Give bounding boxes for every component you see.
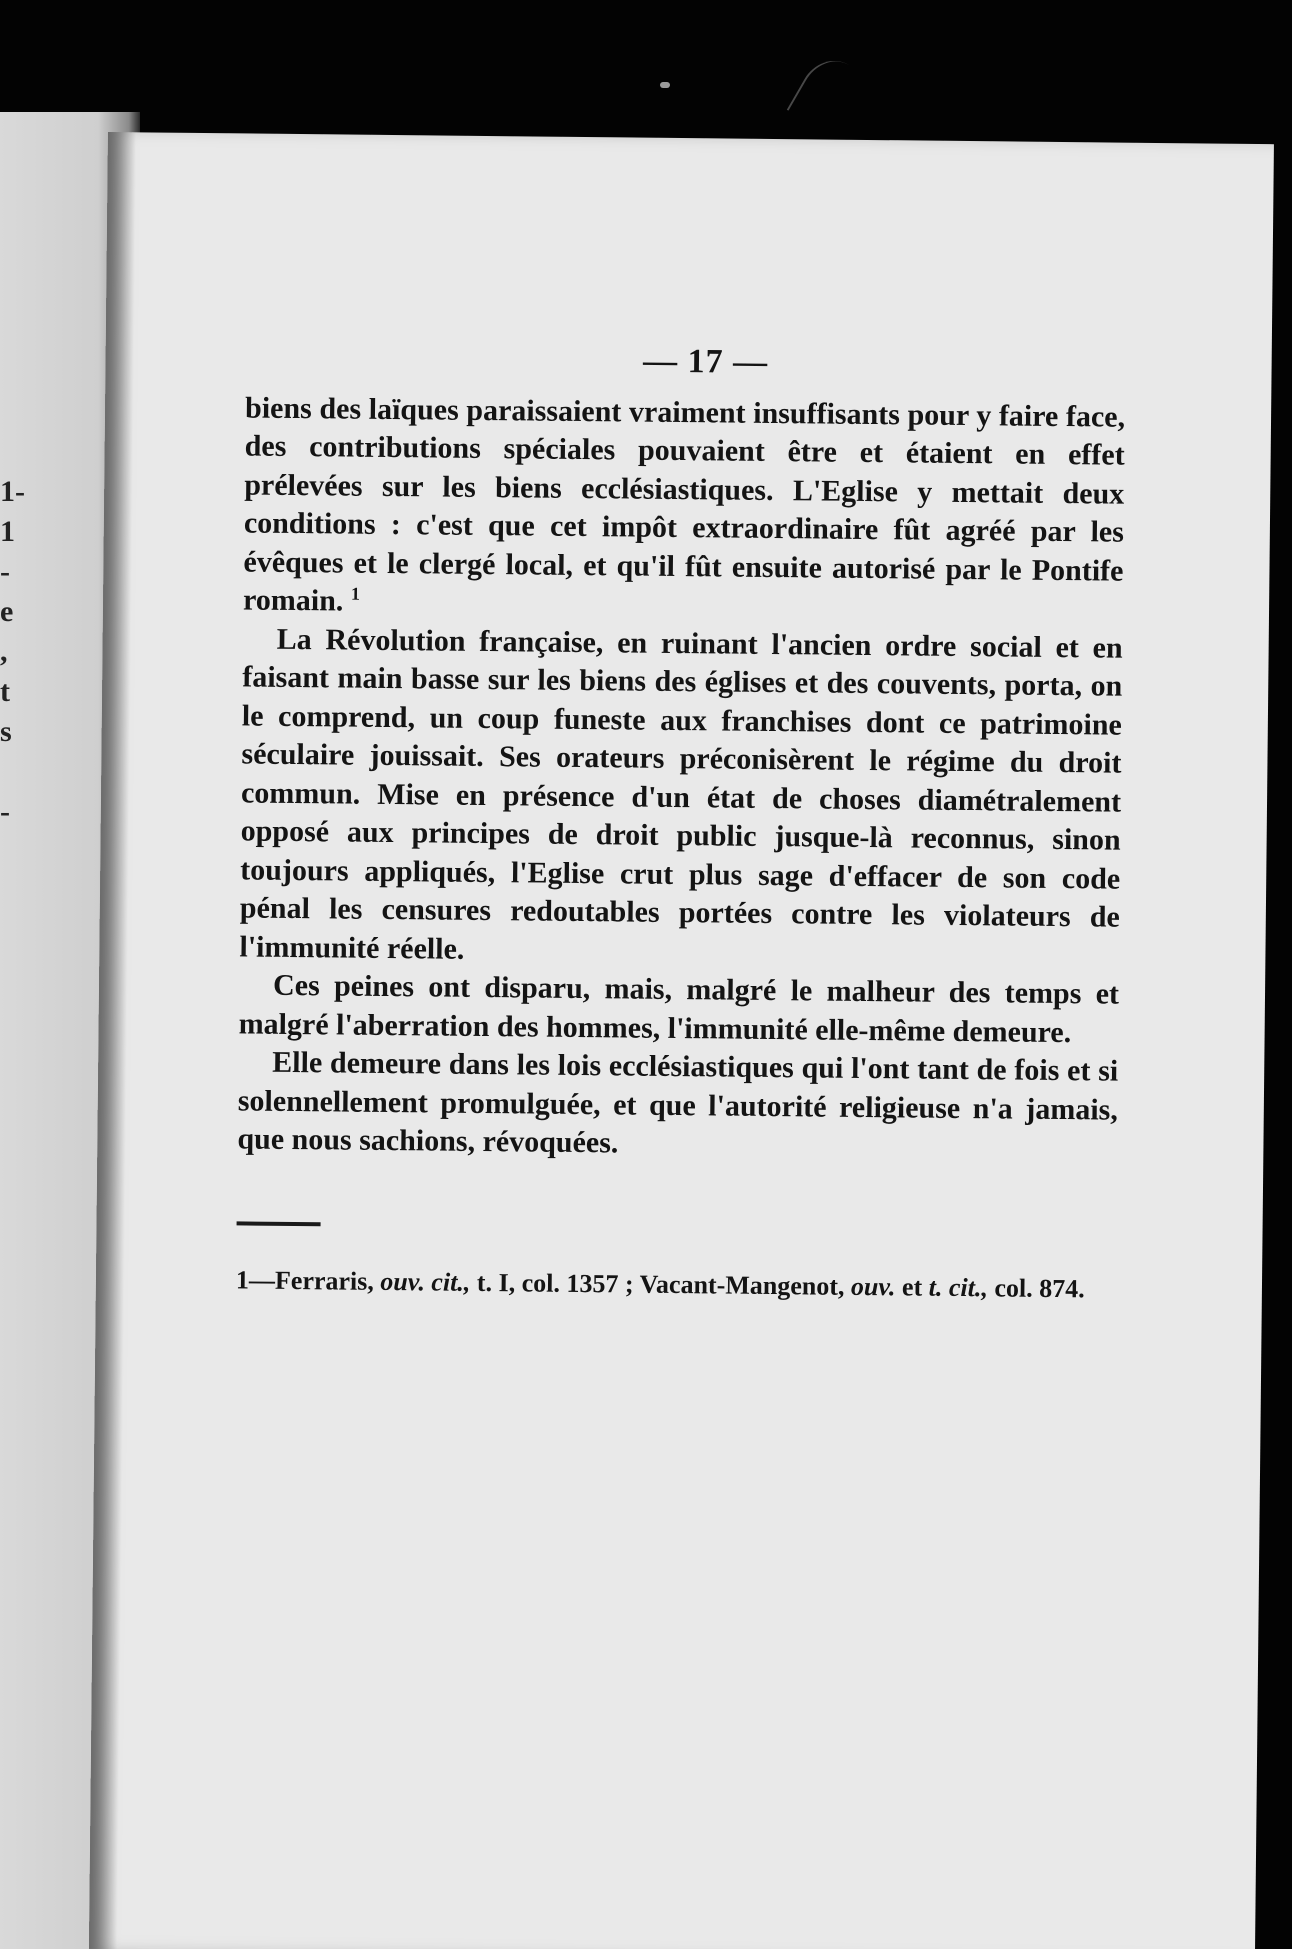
footnote-citation: ouv. cit., [380, 1266, 471, 1297]
footnote-text: t. I, col. 1357 ; Vacant-Mangenot, [470, 1267, 852, 1301]
paragraph-1 [243, 389, 1125, 629]
paragraph-text: Elle demeure dans les lois ecclésiastiques qui l'ont tant de fois et si solennellement promulguée, et que l'autorité religieuse n'a jamais, que nous sachions, révoquées. [237, 1045, 1119, 1160]
paragraph-text: La Révolution française, en ruinant l'ancien ordre social et en faisant main basse sur les biens des églises et des couvents, porta, on le comprend, un coup funeste aux franchises dont ce patrimoine séculaire jouissait. Ses orateurs préconisèrent le régime du droit commun. Mise en présence d'un état de choses diamétralement opposé aux principes de droit public jusque-là reconnus, sinon toujours appliqués, l'Eglise crut plus sage d'effacer de son code pénal les censures redoutables portées contre les violateurs de l'immunité réelle. [239, 622, 1123, 966]
paragraph-text: biens des laïques paraissaient vraiment insuffisants pour y faire face, des contributions spéciales pouvaient être et étaient en effet prélevées sur les biens ecclésiastiques. L'Eglise y mettait deux conditions : c'est que cet impôt extraordinaire fût agréé par les évêques et le clergé local, et qu'il fût ensuite autorisé par le Pontife romain. [242, 390, 1126, 618]
page-number: — 17 — [642, 342, 769, 381]
paragraph-4 [237, 1043, 1118, 1168]
footnote-text: et [895, 1271, 929, 1302]
book-page [89, 132, 1274, 1949]
footnote-author: Ferraris, [274, 1265, 381, 1296]
left-page-text-fragments [0, 472, 30, 832]
left-fragment: 1- [0, 475, 25, 508]
left-fragment: - [0, 555, 10, 588]
left-fragment: 1 [0, 515, 15, 548]
footnote [236, 1263, 1116, 1305]
footnote-citation: t. cit., [928, 1272, 989, 1302]
scan-fiber-mark [787, 49, 876, 141]
page-content [236, 338, 1126, 1305]
footnote-text: col. 874. [987, 1272, 1085, 1303]
left-fragment: , [0, 635, 8, 668]
scan-speck [660, 82, 670, 88]
footnote-citation: ouv. [850, 1271, 896, 1301]
footnote-number: 1— [235, 1264, 276, 1295]
paragraph-2 [239, 620, 1123, 976]
left-fragment: - [0, 795, 10, 828]
paragraph-3 [238, 966, 1119, 1052]
footnote-reference: 1 [350, 583, 361, 604]
footnote-divider [237, 1221, 321, 1226]
paragraph-text: Ces peines ont disparu, mais, malgré le malheur des temps et malgré l'aberration des hommes, l'immunité elle-même demeure. [238, 968, 1120, 1049]
left-fragment: e [0, 595, 14, 628]
left-fragment: t [0, 675, 10, 708]
left-fragment: s [0, 715, 12, 748]
left-fragment [0, 752, 30, 792]
